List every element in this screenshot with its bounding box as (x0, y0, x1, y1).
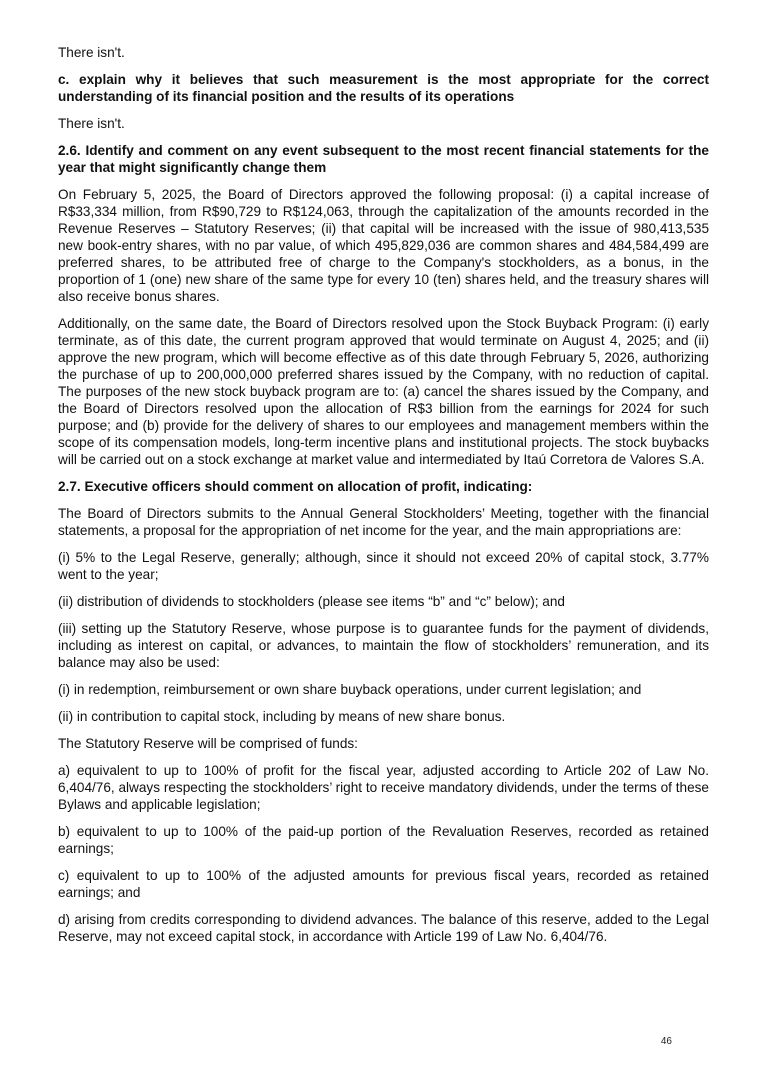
paragraph-capital-increase: On February 5, 2025, the Board of Directors approved the following proposal: (i) a capital increase of R$33,334 million, from R$90,729 to R$124,063, through the capitalization of the amounts recorded in the Revenue Reserves – Statutory Reserves; (ii) that capital will be increased with the issue of 980,413,535 new book-entry shares, with no par value, of which 495,829,036 are common shares and 484,584,499 are preferred shares, to be attributed free of charge to the Company's stockholders, as a bonus, in the proportion of 1 (one) new share of the same type for every 10 (ten) shares held, and the treasury shares will also receive bonus shares. (58, 187, 709, 304)
paragraph-there-isnt-1: There isn't. (58, 45, 125, 60)
heading-2-6-subsequent-events: 2.6. Identify and comment on any event subsequent to the most recent financial statements for the year that might significantly change them (58, 143, 709, 175)
paragraph-fund-b: b) equivalent to up to 100% of the paid-up portion of the Revaluation Reserves, recorded as retained earnings; (58, 824, 709, 856)
heading-item-c-measurement: c. explain why it believes that such measurement is the most appropriate for the correct understanding of its financial position and the results of its operations (58, 72, 709, 104)
heading-2-7-allocation-of-profit: 2.7. Executive officers should comment on allocation of profit, indicating: (58, 479, 533, 494)
page-number: 46 (660, 1036, 672, 1047)
paragraph-there-isnt-2: There isn't. (58, 116, 125, 131)
paragraph-legal-reserve: (i) 5% to the Legal Reserve, generally; although, since it should not exceed 20% of capital stock, 3.77% went to the year; (58, 550, 709, 582)
document-body (58, 44, 709, 955)
paragraph-board-proposal: The Board of Directors submits to the Annual General Stockholders’ Meeting, together with the financial statements, a proposal for the appropriation of net income for the year, and the main appropriations are: (58, 506, 709, 538)
paragraph-redemption: (i) in redemption, reimbursement or own share buyback operations, under current legislation; and (58, 682, 642, 697)
paragraph-stock-buyback: Additionally, on the same date, the Board of Directors resolved upon the Stock Buyback Program: (i) early terminate, as of this date, the current program approved that would terminate on August 4, 2025; and (ii) approve the new program, which will become effective as of this date through February 5, 2026, authorizing the purchase of up to 200,000,000 preferred shares issued by the Company, with no reduction of capital. The purposes of the new stock buyback program are to: (a) cancel the shares issued by the Company, and the Board of Directors resolved upon the allocation of R$3 billion from the earnings for 2024 for such purpose; and (b) provide for the delivery of shares to our employees and management members within the scope of its compensation models, long-term incentive plans and institutional projects. The stock buybacks will be carried out on a stock exchange at market value and intermediated by Itaú Corretora de Valores S.A. (58, 316, 709, 467)
paragraph-statutory-funds-intro: The Statutory Reserve will be comprised of funds: (58, 736, 358, 751)
paragraph-dividends: (ii) distribution of dividends to stockholders (please see items “b” and “c” below); and (58, 594, 565, 609)
paragraph-capital-contribution: (ii) in contribution to capital stock, including by means of new share bonus. (58, 709, 506, 724)
paragraph-fund-d: d) arising from credits corresponding to dividend advances. The balance of this reserve, added to the Legal Reserve, may not exceed capital stock, in accordance with Article 199 of Law No. 6,404/76. (58, 912, 709, 944)
paragraph-fund-c: c) equivalent to up to 100% of the adjusted amounts for previous fiscal years, recorded as retained earnings; and (58, 868, 709, 900)
paragraph-statutory-reserve: (iii) setting up the Statutory Reserve, whose purpose is to guarantee funds for the payment of dividends, including as interest on capital, or advances, to maintain the flow of stockholders’ remuneration, and its balance may also be used: (58, 621, 709, 670)
paragraph-fund-a: a) equivalent to up to 100% of profit for the fiscal year, adjusted according to Article 202 of Law No. 6,404/76, always respecting the stockholders’ right to receive mandatory dividends, under the terms of these Bylaws and applicable legislation; (58, 763, 709, 812)
